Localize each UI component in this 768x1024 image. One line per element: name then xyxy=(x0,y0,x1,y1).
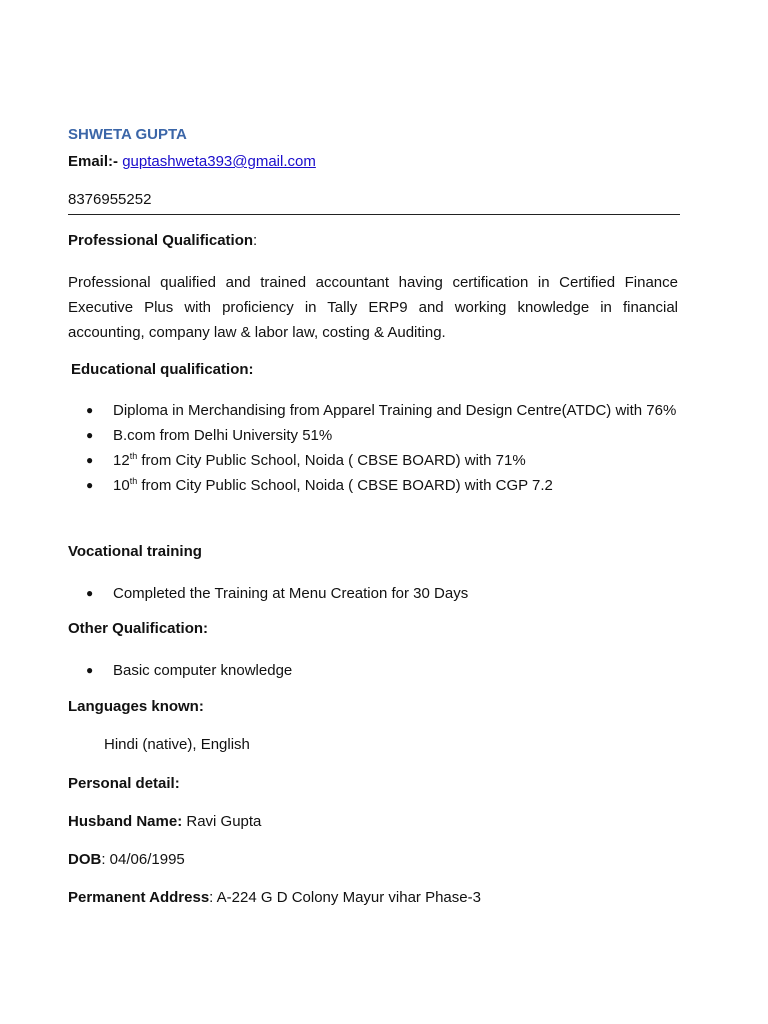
education-list xyxy=(86,398,698,498)
languages-heading: Languages known: xyxy=(68,698,204,715)
list-item-text: from City Public School, Noida ( CBSE BOARD) with 71% xyxy=(137,452,526,469)
list-item xyxy=(86,658,698,683)
grade-suffix: th xyxy=(129,476,138,486)
vocational-heading: Vocational training xyxy=(68,543,202,560)
list-item xyxy=(86,581,698,606)
email-link[interactable]: guptashweta393@gmail.com xyxy=(122,153,316,170)
professional-heading xyxy=(68,232,257,249)
professional-heading-text: Professional Qualification xyxy=(68,232,254,249)
phone-number: 8376955252 xyxy=(68,191,152,208)
list-item-text: Completed the Training at Menu Creation for 30 Days xyxy=(113,585,469,602)
professional-heading-colon: : xyxy=(253,232,258,249)
list-item xyxy=(86,448,698,473)
other-list xyxy=(86,658,698,683)
husband-value: Ravi Gupta xyxy=(182,813,262,830)
vocational-list xyxy=(86,581,698,606)
list-item-text: Diploma in Merchandising from Apparel Training and Design Centre(ATDC) with 76% xyxy=(113,402,677,419)
list-item xyxy=(86,423,698,448)
list-item xyxy=(86,398,698,423)
email-label: Email:- xyxy=(68,153,123,170)
address-value: : A-224 G D Colony Mayur vihar Phase-3 xyxy=(209,889,481,906)
grade-suffix: th xyxy=(129,451,138,461)
other-heading: Other Qualification: xyxy=(68,620,209,637)
email-row xyxy=(68,153,316,170)
bullet-icon: ● xyxy=(86,663,94,677)
husband-row xyxy=(68,813,261,830)
bullet-icon: ● xyxy=(86,428,94,442)
grade-number: 12 xyxy=(113,452,130,469)
candidate-name: SHWETA GUPTA xyxy=(68,126,187,143)
list-item-text: from City Public School, Noida ( CBSE BOARD) with CGP 7.2 xyxy=(137,477,553,494)
bullet-icon: ● xyxy=(86,586,94,600)
list-item-text: B.com from Delhi University 51% xyxy=(113,427,333,444)
address-label: Permanent Address xyxy=(68,889,210,906)
list-item xyxy=(86,473,698,498)
dob-row xyxy=(68,851,185,868)
dob-value: : 04/06/1995 xyxy=(101,851,185,868)
education-heading: Educational qualification: xyxy=(71,361,254,378)
bullet-icon: ● xyxy=(86,478,94,492)
bullet-icon: ● xyxy=(86,453,94,467)
languages-value: Hindi (native), English xyxy=(104,736,250,753)
list-item-text: Basic computer knowledge xyxy=(113,662,293,679)
grade-number: 10 xyxy=(113,477,130,494)
header-divider xyxy=(68,214,680,215)
bullet-icon: ● xyxy=(86,403,94,417)
address-row xyxy=(68,889,481,906)
personal-heading: Personal detail: xyxy=(68,775,180,792)
dob-label: DOB xyxy=(68,851,102,868)
professional-summary: Professional qualified and trained accountant having certification in Certified Finance Executive Plus with proficiency in Tally ERP9 and working knowledge in financial accounting, company law & labor law, costing & Auditing. xyxy=(68,274,678,341)
husband-label: Husband Name: xyxy=(68,813,183,830)
